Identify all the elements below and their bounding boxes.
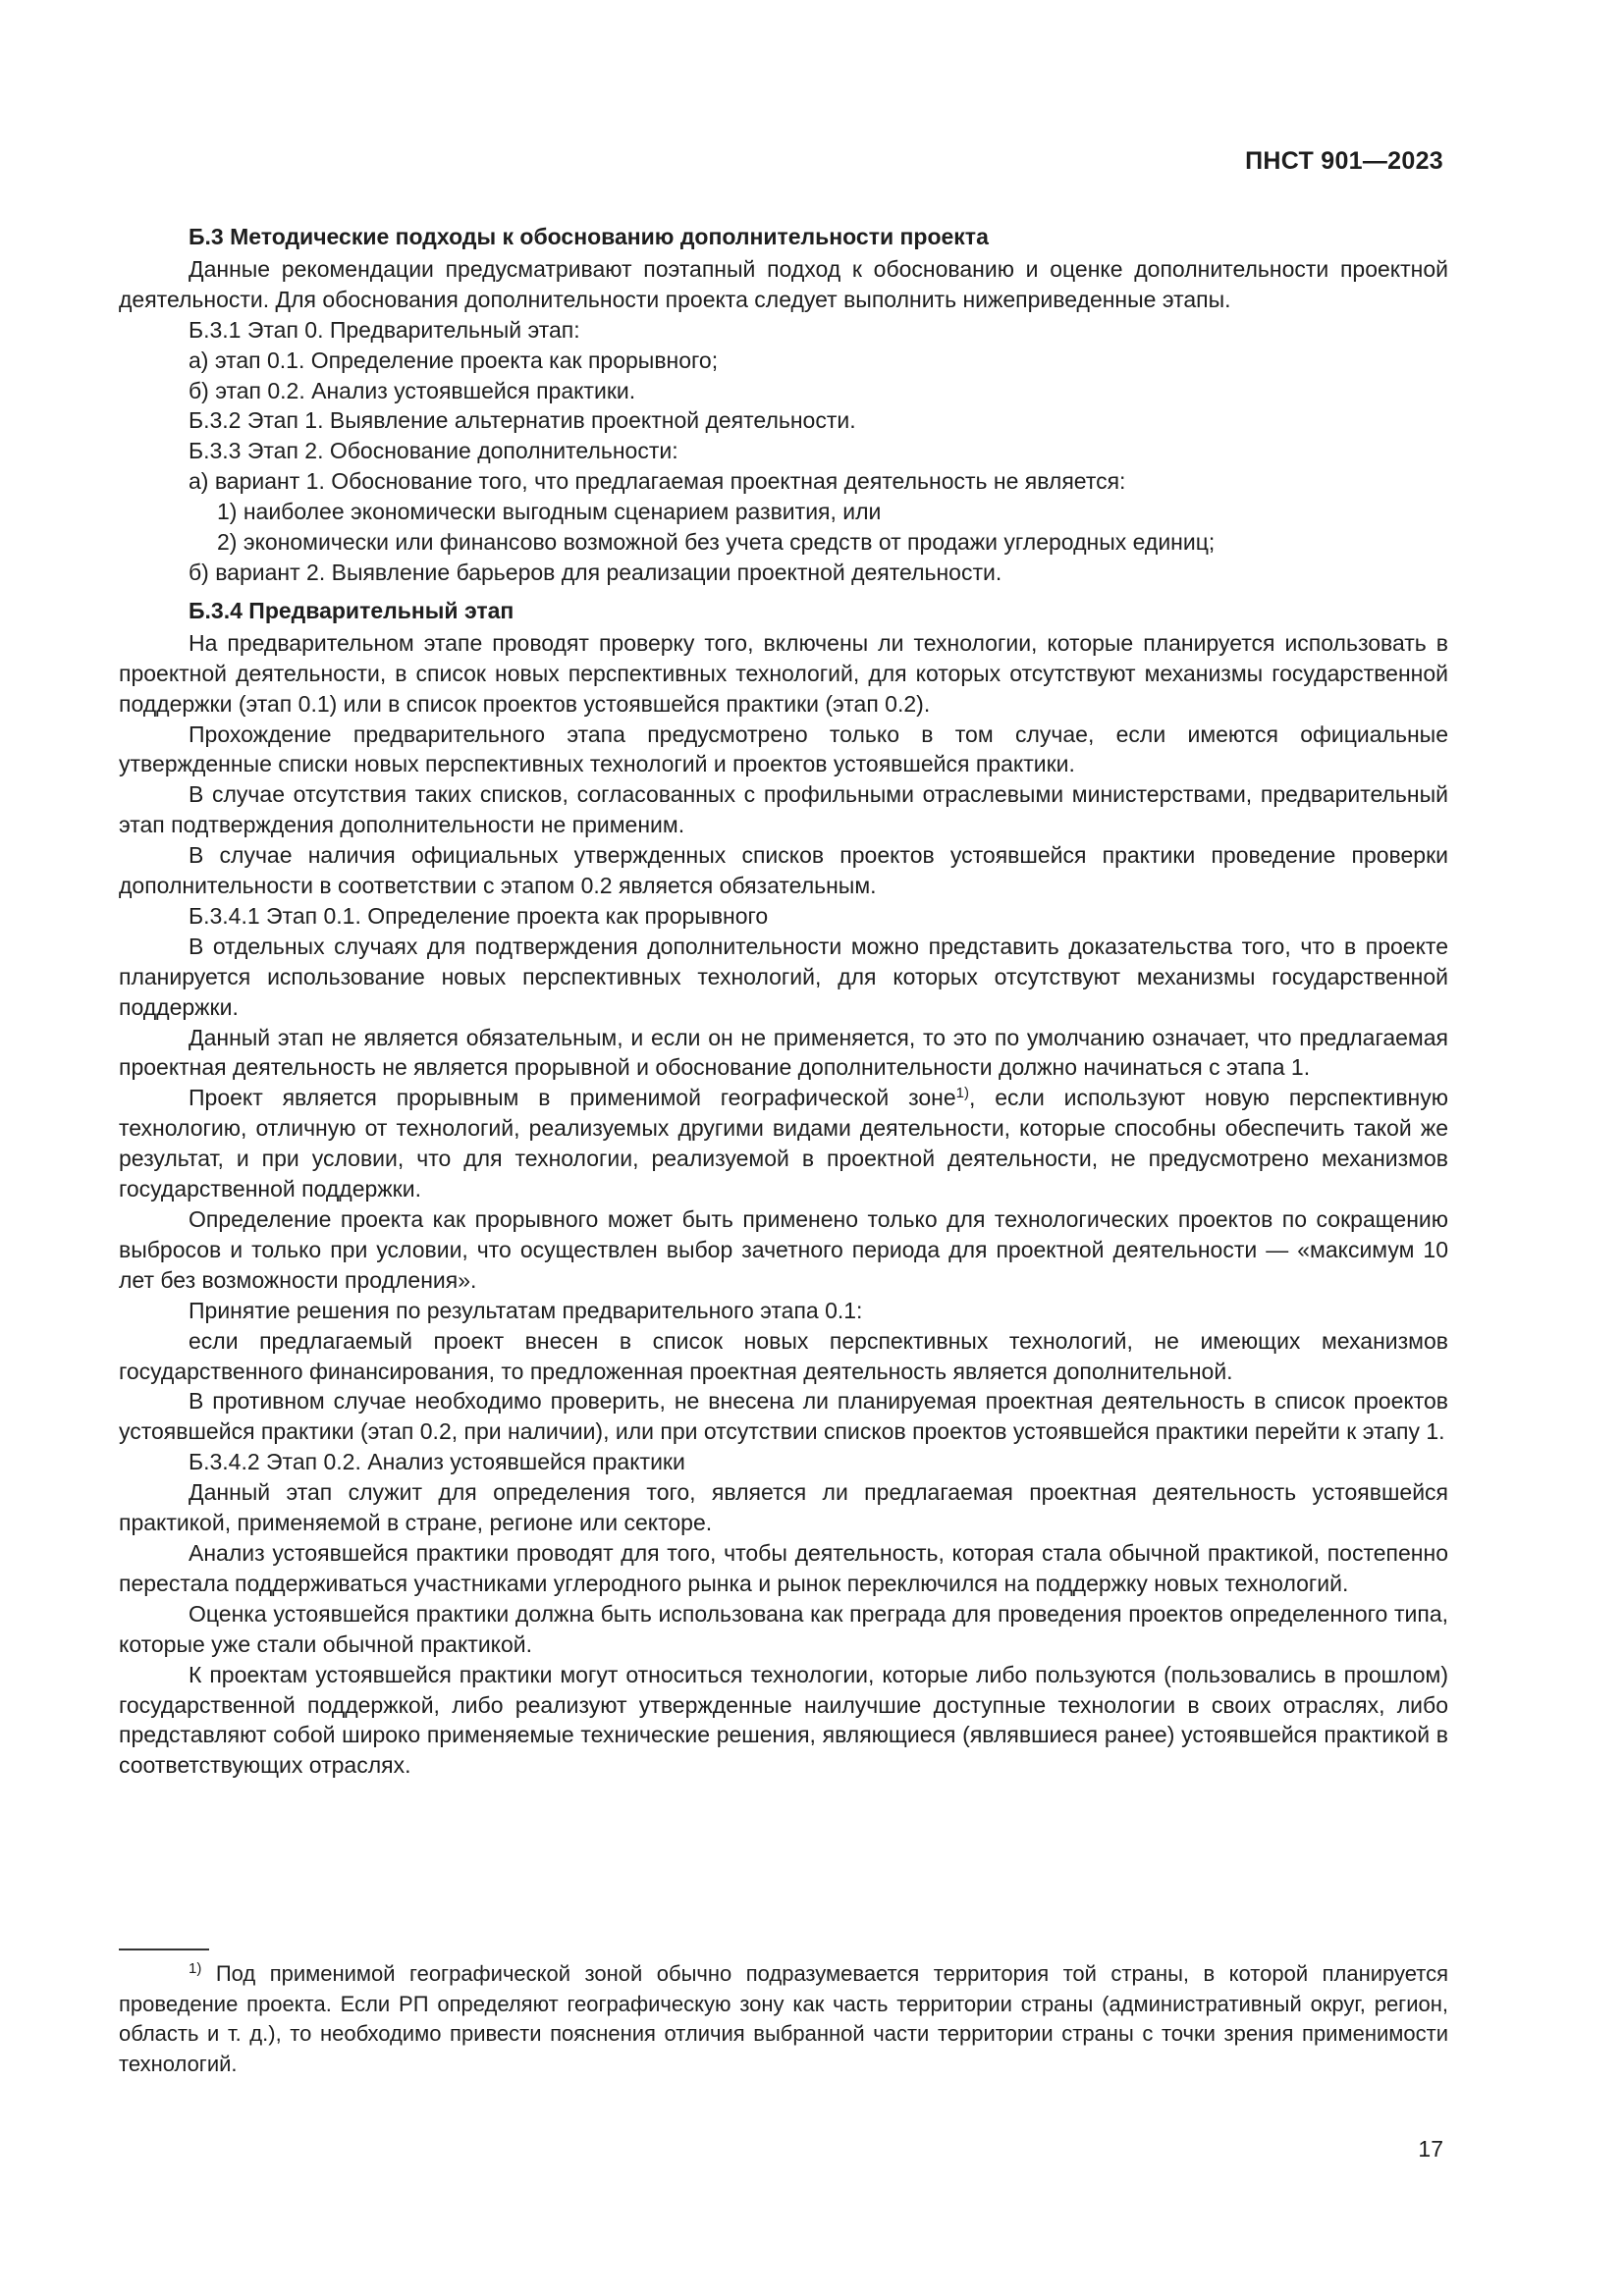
list-item: Б.3.2 Этап 1. Выявление альтернатив проектной деятельности. [189, 407, 856, 434]
page-body [119, 222, 1448, 1781]
footnote-reference[interactable]: 1) [955, 1085, 969, 1102]
paragraph: Данный этап не является обязательным, и если он не применяется, то это по умолчанию означает, что предлагаемая проектная деятельность не является прорывной и обоснование дополнительности должно начинаться с этапа 1. [119, 1024, 1448, 1081]
paragraph: Данные рекомендации предусматривают поэтапный подход к обоснованию и оценке дополнительности проектной деятельности. Для обоснования дополнительности проекта следует выполнить нижеприведенные этапы. [119, 255, 1448, 312]
paragraph: Данный этап служит для определения того, является ли предлагаемая проектная деятельность устоявшейся практикой, применяемой в стране, регионе или секторе. [119, 1479, 1448, 1536]
footnote [119, 1959, 1448, 2079]
paragraph: Оценка устоявшейся практики должна быть использована как преграда для проведения проектов определенного типа, которые уже стали обычной практикой. [119, 1600, 1448, 1657]
list-item: б) этап 0.2. Анализ устоявшейся практики. [189, 377, 636, 403]
list-item: 1) наиболее экономически выгодным сценарием развития, или [217, 499, 882, 525]
list-item: Б.3.1 Этап 0. Предварительный этап: [189, 316, 580, 343]
footnote-body: Под применимой географической зоной обычно подразумевается территория той страны, в которой планируется проведение проекта. Если РП определяют географическую зону как часть территории страны (административный округ, регион, область и т. д.), то необходимо привести пояснения отличия выбранной части территории страны с точки зрения применимости технологий. [119, 1961, 1448, 2076]
paragraph: В отдельных случаях для подтверждения дополнительности можно представить доказательства того, что в проекте планируется использование новых перспективных технологий, для которых отсутствуют механизмы государственной поддержки. [119, 933, 1448, 1020]
paragraph: если предлагаемый проект внесен в список новых перспективных технологий, не имеющих механизмов государственного финансирования, то предложенная проектная деятельность является дополнительной. [119, 1327, 1448, 1384]
list-item: а) этап 0.1. Определение проекта как прорывного; [189, 347, 719, 373]
paragraph: Принятие решения по результатам предварительного этапа 0.1: [189, 1297, 863, 1323]
paragraph: В случае наличия официальных утвержденных списков проектов устоявшейся практики проведение проверки дополнительности в соответствии с этапом 0.2 является обязательным. [119, 842, 1448, 899]
list-item: 2) экономически или финансово возможной без учета средств от продажи углеродных единиц; [217, 529, 1216, 556]
paragraph: Анализ устоявшейся практики проводят для того, чтобы деятельность, которая стала обычной практикой, постепенно перестала поддерживаться участниками углеродного рынка и рынок переключился на поддержку новых технологий. [119, 1539, 1448, 1596]
section-heading: Б.3 Методические подходы к обоснованию дополнительности проекта [189, 224, 989, 249]
paragraph-text: , если используют новую перспективную технологию, отличную от технологий, реализуемых другими видами деятельности, которые способны обеспечить такой же результат, и при условии, что для технологии, реализуемой в проектной деятельности, не предусмотрено механизмов государственной поддержки. [119, 1085, 1448, 1202]
list-item: а) вариант 1. Обоснование того, что предлагаемая проектная деятельность не является: [189, 468, 1126, 495]
footnote-marker: 1) [189, 1960, 202, 1977]
paragraph-text: Проект является прорывным в применимой географической зоне [189, 1085, 956, 1111]
paragraph: В противном случае необходимо проверить, не внесена ли планируемая проектная деятельность в список проектов устоявшейся практики (этап 0.2, при наличии), или при отсутствии списков проектов устоявшейся практики перейти к этапу 1. [119, 1388, 1448, 1445]
list-item: б) вариант 2. Выявление барьеров для реализации проектной деятельности. [189, 559, 1002, 585]
footnote-separator [119, 1949, 209, 1950]
paragraph: Определение проекта как прорывного может быть применено только для технологических проектов по сокращению выбросов и только при условии, что осуществлен выбор зачетного периода для проектной деятельности — «максимум 10 лет без возможности продления». [119, 1206, 1448, 1293]
paragraph: Прохождение предварительного этапа предусмотрено только в том случае, если имеются официальные утвержденные списки новых перспективных технологий и проектов устоявшейся практики. [119, 721, 1448, 777]
clause-title: Б.3.4.1 Этап 0.1. Определение проекта как прорывного [189, 902, 769, 929]
clause-title: Б.3.4.2 Этап 0.2. Анализ устоявшейся практики [189, 1449, 685, 1475]
paragraph [119, 1083, 1448, 1204]
paragraph: В случае отсутствия таких списков, согласованных с профильными отраслевыми министерствами, предварительный этап подтверждения дополнительности не применим. [119, 781, 1448, 838]
document-designation: ПНСТ 901—2023 [1245, 147, 1443, 175]
list-item: Б.3.3 Этап 2. Обоснование дополнительности: [189, 438, 678, 464]
paragraph: К проектам устоявшейся практики могут относиться технологии, которые либо пользуются (пользовались в прошлом) государственной поддержкой, либо реализуют утвержденные наилучшие доступные технологии в своих отраслях, либо представляют собой широко применяемые технические решения, являющиеся (являвшиеся ранее) устоявшейся практикой в соответствующих отраслях. [119, 1661, 1448, 1779]
footnote-text [119, 1959, 1448, 2079]
paragraph: На предварительном этапе проводят проверку того, включены ли технологии, которые планируется использовать в проектной деятельности, в список новых перспективных технологий, для которых отсутствуют механизмы государственной поддержки (этап 0.1) или в список проектов устоявшейся практики (этап 0.2). [119, 629, 1448, 717]
subsection-heading: Б.3.4 Предварительный этап [189, 597, 514, 623]
page-number: 17 [1418, 2136, 1443, 2162]
